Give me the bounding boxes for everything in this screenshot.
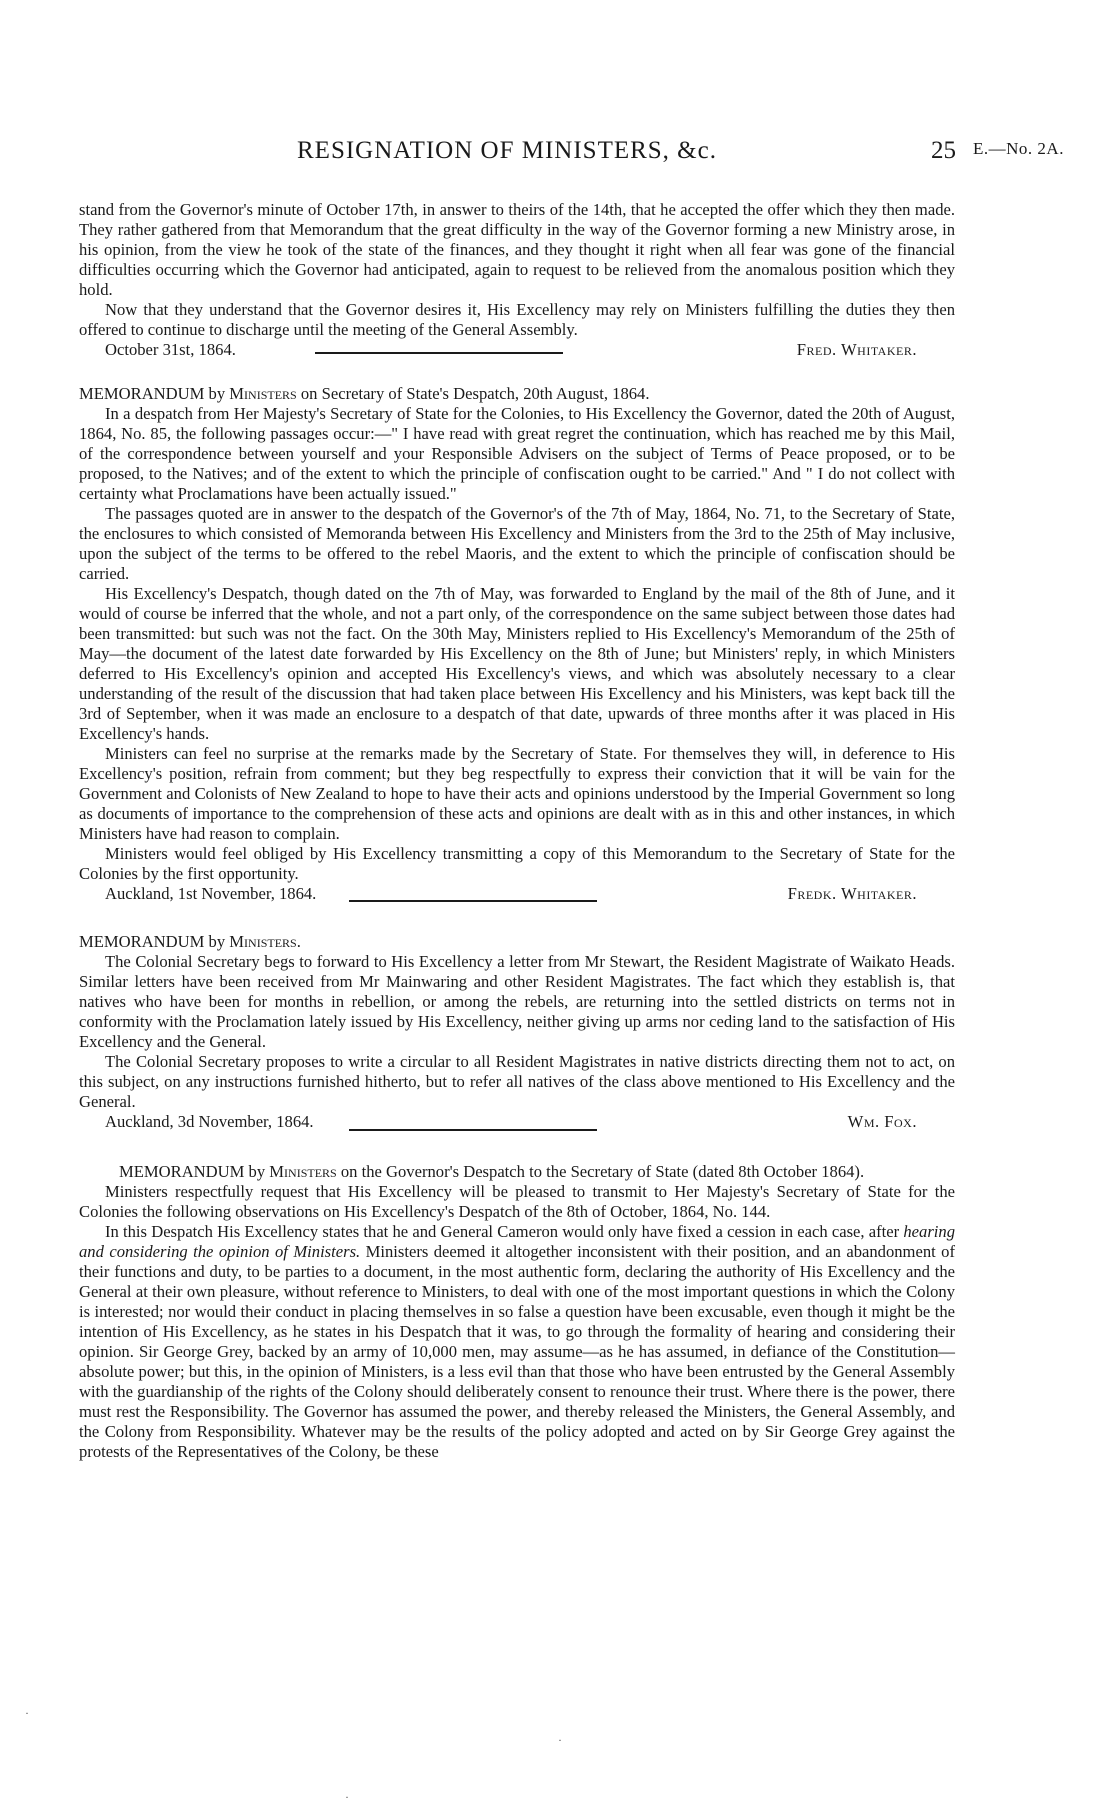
heading-text: MEMORANDUM by [79, 932, 230, 951]
running-title: RESIGNATION OF MINISTERS, &c. [297, 137, 717, 164]
heading-ministers: Ministers. [229, 932, 301, 951]
section-divider [315, 352, 563, 354]
memorandum-heading [79, 1162, 955, 1182]
page-body [79, 200, 955, 1462]
memorandum-paragraph: His Excellency's Despatch, though dated on the 7th of May, was forwarded to England by the mail of the 8th of June, and it would of course be inferred that the whole, and not a part only, of the correspondence on the same subject between those dates had been transmitted: but such was not the fact. On the 30th May, Ministers replied to His Excellency's Memorandum of the 25th of May—the document of the latest date forwarded by His Excellency on the 8th of June; but Ministers' reply, in which Ministers deferred to His Excellency's opinion and accepted His Excellency's views, and which was absolutely necessary to a clear understanding of the result of the discussion that had taken place between His Excellency and his Ministers, was kept back till the 3rd of September, when it was made an enclosure to a despatch of that date, upwards of three months after it was placed in His Excellency's hands. [79, 584, 955, 743]
intro-section [79, 200, 955, 360]
memorandum-signature: Fredk. Whitaker. [787, 884, 917, 903]
memorandum-paragraph: The Colonial Secretary begs to forward to His Excellency a letter from Mr Stewart, the Resident Magistrate of Waikato Heads. Similar letters have been received from Mr Mainwaring and other Resident Magistrates. The fact which they establish is, that natives who have been for months in rebellion, or among the rebels, are returning into the settled districts on terms not in conformity with the Proclamation lately issued by His Excellency, neither giving up arms nor ceding land to the satisfaction of His Excellency and the General. [79, 952, 955, 1051]
memorandum-paragraph [79, 1222, 955, 1462]
page-header [0, 137, 1114, 177]
heading-text: MEMORANDUM by [79, 384, 230, 403]
paper-reference: E.—No. 2A. [973, 139, 1064, 158]
memorandum-secretary-of-state [79, 384, 955, 904]
memorandum-paragraph: Ministers respectfully request that His Excellency will be pleased to transmit to Her Majesty's Secretary of State for the Colonies the following observations on His Excellency's Despatch of the 8th of October, 1864, No. 144. [79, 1182, 955, 1221]
memorandum-signature: Wm. Fox. [847, 1112, 917, 1131]
section-divider [349, 1129, 597, 1131]
memorandum-heading [79, 384, 955, 404]
paragraph-text: Ministers deemed it altogether inconsistent with their position, and an abandonment of their functions and duty, to be parties to a document, in the most authentic form, declaring the authority of His Excellency and the General at their own pleasure, without reference to Ministers, to deal with one of the most important questions in which the Colony is interested; nor would their conduct in placing themselves in so false a question have been excusable, even though it might be the intention of His Excellency, as he states in his Despatch that it was, to go through the formality of hearing and considering their opinion. Sir George Grey, backed by an army of 10,000 men, may assume—as he has assumed, in defiance of the Constitution—absolute power; but this, in the opinion of Ministers, is a less evil than that those who have been entrusted by the General Assembly with the guardianship of the rights of the Colony should deliberately consent to renounce their trust. Where there is the power, there must rest the Responsibility. The Governor has assumed the power, and thereby released the Ministers, the General Assembly, and the Colony from Responsibility. Whatever may be the results of the policy adopted and acted on by Sir George Grey against the protests of the Representatives of the Colony, be these [79, 1242, 955, 1461]
intro-signature-line [79, 340, 955, 360]
memorandum-paragraph: Ministers can feel no surprise at the remarks made by the Secretary of State. For themselves they will, in deference to His Excellency's position, refrain from comment; but they beg respectfully to express their conviction that it will be vain for the Government and Colonists of New Zealand to hope to have their acts and opinions understood by the Imperial Government so long as documents of importance to the comprehension of these acts and opinions are dealt with as in this and other instances, in which Ministers have had reason to complain. [79, 744, 955, 843]
intro-signature: Fred. Whitaker. [796, 340, 917, 359]
section-divider [349, 900, 597, 902]
heading-text: MEMORANDUM by [119, 1162, 270, 1181]
memorandum-paragraph: The passages quoted are in answer to the despatch of the Governor's of the 7th of May, 1864, No. 71, to the Secretary of State, the enclosures to which consisted of Memoranda between His Excellency and Ministers from the 3rd to the 25th of May inclusive, upon the subject of the terms to be offered to the rebel Maoris, and the extent to which the principle of confiscation should be carried. [79, 504, 955, 583]
margin-mark: · [558, 1733, 562, 1747]
memorandum-paragraph: Ministers would feel obliged by His Excellency transmitting a copy of this Memorandum to the Secretary of State for the Colonies by the first opportunity. [79, 844, 955, 883]
intro-paragraph: stand from the Governor's minute of October 17th, in answer to theirs of the 14th, that he accepted the offer which they then made. They rather gathered from that Memorandum that the great difficulty in the way of the Governor forming a new Ministry arose, in his opinion, from the view he took of the state of the finances, and they thought it right when all fear was gone of the financial difficulties occurring which the Governor had anticipated, again to request to be relieved from the anomalous position which they hold. [79, 200, 955, 299]
intro-date: October 31st, 1864. [105, 340, 236, 359]
margin-mark: · [25, 1706, 29, 1720]
memorandum-heading [79, 932, 955, 952]
italic-phrase: hearing and considering the opinion of Ministers. [79, 1222, 955, 1261]
intro-paragraph: Now that they understand that the Governor desires it, His Excellency may rely on Ministers fulfilling the duties they then offered to continue to discharge until the meeting of the General Assembly. [79, 300, 955, 339]
memorandum-resident-magistrates [79, 932, 955, 1132]
page-number: 25 [931, 137, 956, 164]
memorandum-paragraph: In a despatch from Her Majesty's Secretary of State for the Colonies, to His Excellency the Governor, dated the 20th of August, 1864, No. 85, the following passages occur:—" I have read with great regret the continuation, which has reached me by this Mail, of the correspondence between yourself and your Responsible Advisers on the subject of Terms of Peace proposed, or to be proposed, to the Natives; and of the extent to which the principle of confiscation ought to be carried." And " I do not collect with certainty what Proclamations have been actually issued." [79, 404, 955, 503]
memorandum-governors-despatch [79, 1162, 955, 1462]
heading-text: on Secretary of State's Despatch, 20th August, 1864. [296, 384, 650, 403]
memorandum-date: Auckland, 1st November, 1864. [105, 884, 317, 903]
heading-ministers: Ministers [269, 1162, 337, 1181]
memorandum-paragraph: The Colonial Secretary proposes to write a circular to all Resident Magistrates in native districts directing them not to act, on this subject, on any instructions furnished hitherto, but to refer all natives of the class above mentioned to His Excellency and the General. [79, 1052, 955, 1111]
memorandum-date: Auckland, 3d November, 1864. [105, 1112, 314, 1131]
margin-mark: · [345, 1790, 349, 1804]
paragraph-text: In this Despatch His Excellency states that he and General Cameron would only have fixed a cession in each case, after [105, 1222, 904, 1241]
heading-text: on the Governor's Despatch to the Secretary of State (dated 8th October 1864). [336, 1162, 865, 1181]
heading-ministers: Ministers [229, 384, 297, 403]
